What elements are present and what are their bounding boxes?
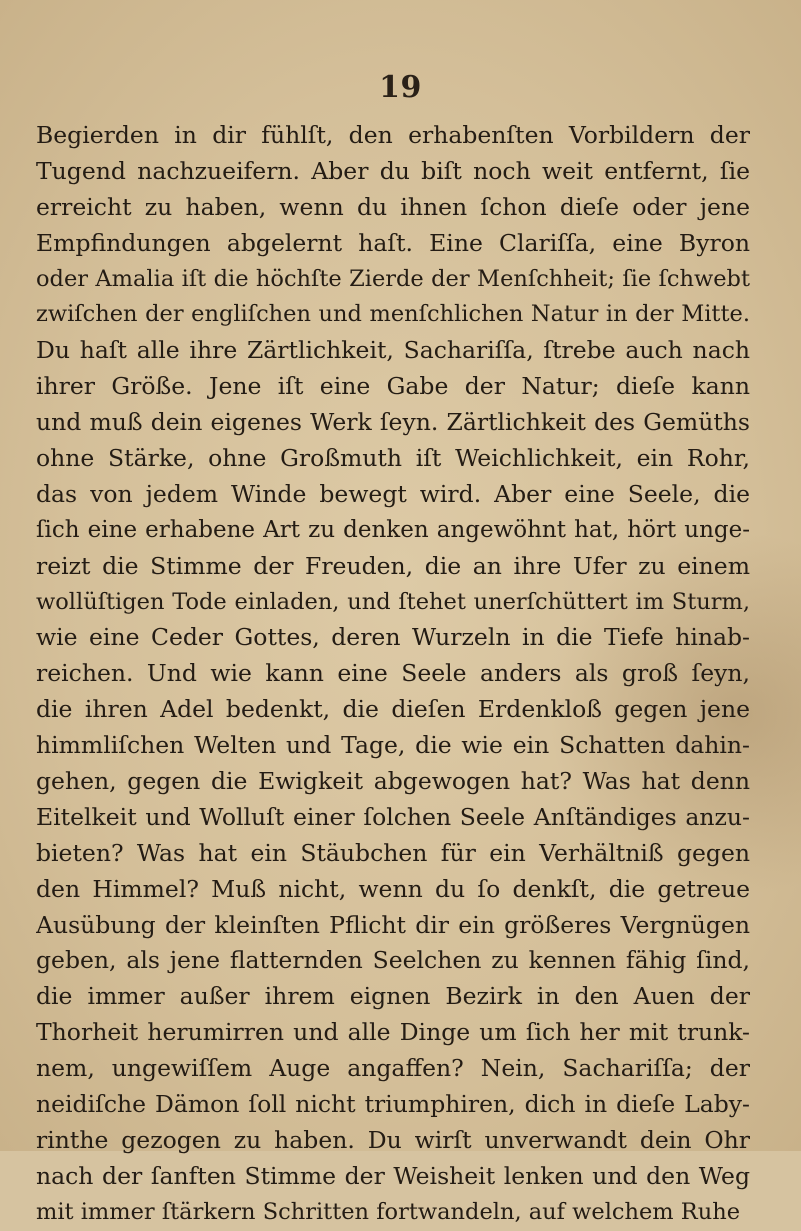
text-line: himmliſchen Welten und Tage, die wie ein Schatten dahin- bbox=[36, 731, 750, 760]
text-line: nem, ungewiſſem Auge angaffen? Nein, Sachariſſa; der bbox=[36, 1054, 750, 1083]
page-number: 19 bbox=[379, 70, 422, 105]
text-line: nach der ſanften Stimme der Weisheit lenken und den Weg bbox=[36, 1161, 750, 1190]
text-line: zwiſchen der engliſchen und menſchlichen Natur in der Mitte. bbox=[36, 301, 750, 328]
text-line: oder Amalia iſt die höchſte Zierde der Menſchheit; ſie ſchwebt bbox=[36, 265, 750, 292]
text-line: und muß dein eigenes Werk ſeyn. Zärtlichkeit des Gemüths bbox=[36, 408, 750, 437]
text-line: reichen. Und wie kann eine Seele anders als groß ſeyn, bbox=[36, 659, 750, 688]
text-line: die ihren Adel bedenkt, die dieſen Erdenkloß gegen jene bbox=[36, 695, 750, 724]
text-line: ihrer Größe. Jene iſt eine Gabe der Natur; dieſe kann bbox=[36, 372, 750, 401]
text-line: neidiſche Dämon ſoll nicht triumphiren, dich in dieſe Laby- bbox=[36, 1090, 750, 1119]
text-line: wollüſtigen Tode einladen, und ſtehet unerſchüttert im Sturm, bbox=[36, 588, 750, 615]
text-line: die immer außer ihrem eignen Bezirk in den Auen der bbox=[36, 982, 750, 1011]
text-line: rinthe gezogen zu haben. Du wirſt unverwandt dein Ohr bbox=[36, 1125, 750, 1154]
text-line: Begierden in dir fühlſt, den erhabenſten Vorbildern der bbox=[36, 121, 750, 149]
text-line: das von jedem Winde bewegt wird. Aber eine Seele, die bbox=[36, 479, 750, 508]
text-line: ohne Stärke, ohne Großmuth iſt Weichlichkeit, ein Rohr, bbox=[36, 444, 750, 473]
text-line: Eitelkeit und Wolluſt einer ſolchen Seele Anſtändiges anzu- bbox=[36, 802, 750, 831]
body-text bbox=[36, 118, 750, 1231]
text-line: ſich eine erhabene Art zu denken angewöhnt hat, hört unge- bbox=[36, 516, 750, 543]
text-line: gehen, gegen die Ewigkeit abgewogen hat? Was hat denn bbox=[36, 767, 750, 796]
text-line: Thorheit herumirren und alle Dinge um ſich her mit trunk- bbox=[36, 1018, 750, 1047]
text-line: Ausübung der kleinſten Pflicht dir ein größeres Vergnügen bbox=[36, 910, 750, 939]
text-line: erreicht zu haben, wenn du ihnen ſchon dieſe oder jene bbox=[36, 192, 750, 221]
text-line: bieten? Was hat ein Stäubchen für ein Verhältniß gegen bbox=[36, 838, 750, 867]
text-line: reizt die Stimme der Freuden, die an ihre Ufer zu einem bbox=[36, 551, 750, 580]
text-line: geben, als jene flatternden Seelchen zu kennen fähig ſind, bbox=[36, 946, 750, 975]
text-line: Empfindungen abgelernt haſt. Eine Clariſſa, eine Byron bbox=[36, 228, 750, 257]
text-line: Du haſt alle ihre Zärtlichkeit, Sachariſſa, ſtrebe auch nach bbox=[36, 336, 750, 365]
text-line: Tugend nachzueifern. Aber du biſt noch weit entfernt, ſie bbox=[36, 156, 750, 185]
text-line: mit immer ſtärkern Schritten fortwandeln, auf welchem Ruhe bbox=[36, 1198, 741, 1225]
text-line: wie eine Ceder Gottes, deren Wurzeln in die Tiefe hinab- bbox=[36, 623, 750, 652]
text-line: den Himmel? Muß nicht, wenn du ſo denkſt, die getreue bbox=[36, 874, 750, 903]
